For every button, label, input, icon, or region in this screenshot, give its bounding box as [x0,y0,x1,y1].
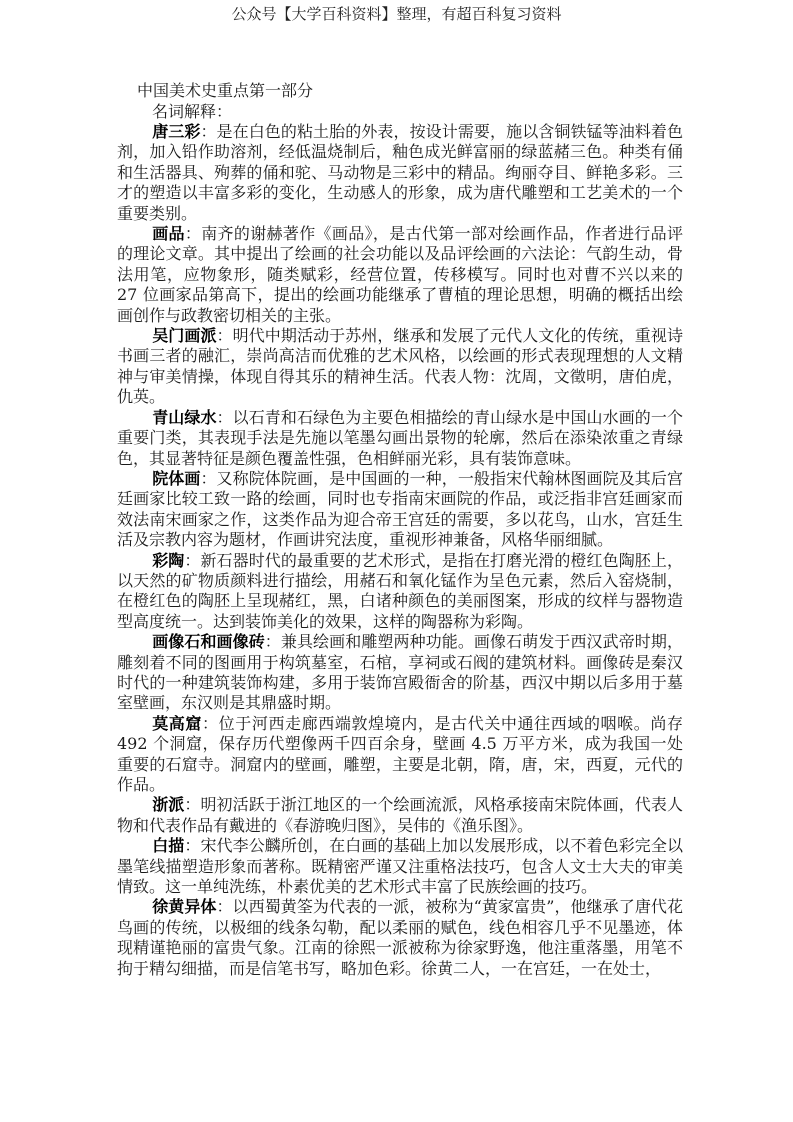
section-subtitle: 名词解释： [152,102,233,121]
term-entry [117,469,683,551]
term-definition: ：兼具绘画和雕塑两种功能。画像石萌发于西汉武帝时期，雕刻着不同的图画用于构筑墓室，石棺，享祠或石阀的建筑材料。画像砖是秦汉时代的一种建筑装饰构建，多用于装饰宫殿衙舍的阶基，西汉中期以后多用于墓室壁画，东汉则是其鼎盛时期。 [117,632,683,713]
term-name: 青山绿水 [152,407,217,427]
term-entry [117,714,683,796]
term-name: 吴门画派 [152,326,217,346]
term-definition: ：是在白色的粘土胎的外表，按设计需要，施以含铜铁锰等油料着色剂，加入铅作助溶剂，经低温烧制后，釉色成光鲜富丽的绿蓝赭三色。种类有俑和生活器具、殉葬的俑和驼、马动物是三彩中的精品。绚丽夺目、鲜艳多彩。三才的塑造以丰富多彩的变化，生动感人的形象，成为唐代雕塑和工艺美术的一个重要类别。 [117,122,683,223]
term-entry [117,836,683,897]
term-definition: ：南齐的谢赫著作《画品》，是古代第一部对绘画作品，作者进行品评的理论文章。其中提出了绘画的社会功能以及品评绘画的六法论：气韵生动，骨法用笔，应物象形，随类赋彩，经营位置，传移模写。同时也对曹不兴以来的 27 位画家品第高下，提出的绘画功能继承了曹植的理论思想，明确的概括出绘画创作与政教密切相关的主张。 [117,224,683,325]
term-entry [117,326,683,408]
term-name: 徐黄异体 [152,897,217,917]
term-name: 院体画 [152,468,201,488]
term-name: 画像石和画像砖 [152,632,265,652]
term-definition: ：宋代李公麟所创，在白画的基础上加以发展形成，以不着色彩完全以墨笔线描塑造形象而著称。既精密严谨又注重格法技巧，包含人文士大夫的审美情致。这一单纯洗练，朴素优美的艺术形式丰富了民族绘画的技巧。 [117,836,683,897]
term-entry [117,122,683,224]
term-definition: ：明初活跃于浙江地区的一个绘画流派，风格承接南宋院体画，代表人物和代表作品有戴进的《春游晚归图》，吴伟的《渔乐图》。 [117,795,683,835]
term-name: 唐三彩 [152,122,201,141]
document-body [117,80,683,979]
page-header: 公众号【大学百科资料】整理，有超百科复习资料 [231,5,562,23]
term-entry [117,224,683,326]
term-name: 彩陶 [152,550,185,570]
term-entry [117,632,683,714]
term-definition: ：以石青和石绿色为主要色相描绘的青山绿水是中国山水画的一个重要门类，其表现手法是先施以笔墨勾画出景物的轮廓，然后在添染浓重之青绿色，其显著特征是颜色覆盖性强，色相鲜丽光彩，具有装饰意味。 [117,407,683,468]
term-list [117,122,683,979]
term-name: 画品 [152,224,185,244]
term-entry [117,551,683,633]
term-name: 浙派 [152,795,185,815]
term-definition: ：明代中期活动于苏州，继承和发展了元代人文化的传统，重视诗书画三者的融汇，崇尚高洁而优雅的艺术风格，以绘画的形式表现理想的人文精神与审美情操，体现自得其乐的精神生活。代表人物：沈周，文徵明，唐伯虎，仇英。 [117,326,683,407]
term-entry [117,408,683,469]
term-definition: ：以西蜀黄筌为代表的一派，被称为“黄家富贵”，他继承了唐代花鸟画的传统，以极细的线条勾勒，配以柔丽的赋色，线色相容几乎不见墨迹，体现精谨艳丽的富贵气象。江南的徐熙一派被称为徐家野逸，他注重落墨，用笔不拘于精勾细描，而是信笔书写，略加色彩。徐黄二人，一在宫廷，一在处士， [117,897,683,978]
term-definition: ：又称院体院画，是中国画的一种，一般指宋代翰林图画院及其后宫廷画家比较工致一路的绘画，同时也专指南宋画院的作品，或泛指非宫廷画家而效法南宋画家之作，这类作品为迎合帝王宫廷的需要，多以花鸟，山水，宫廷生活及宗教内容为题材，作画讲究法度，重视形神兼备，风格华丽细腻。 [117,468,683,550]
document-title: 中国美术史重点第一部分 [137,81,314,100]
term-definition: ：新石器时代的最重要的艺术形式，是指在打磨光滑的橙红色陶胚上，以天然的矿物质颜料进行描绘，用赭石和氧化锰作为呈色元素，然后入窑烧制，在橙红色的陶胚上呈现赭红，黑，白诸种颜色的美丽图案，形成的纹样与器物造型高度统一。达到装饰美化的效果，这样的陶器称为彩陶。 [117,550,683,631]
term-name: 莫高窟 [152,713,203,733]
term-entry [117,795,683,836]
term-definition: ：位于河西走廊西端敦煌境内，是古代关中通往西域的咽喉。尚存 492 个洞窟，保存历代塑像两千四百余身，壁画 4.5 万平方米，成为我国一处重要的石窟寺。洞窟内的壁画，雕塑，主要是北朝，隋，唐，宋，西夏，元代的作品。 [117,713,683,794]
term-name: 白描 [152,836,185,856]
term-entry [117,897,683,979]
